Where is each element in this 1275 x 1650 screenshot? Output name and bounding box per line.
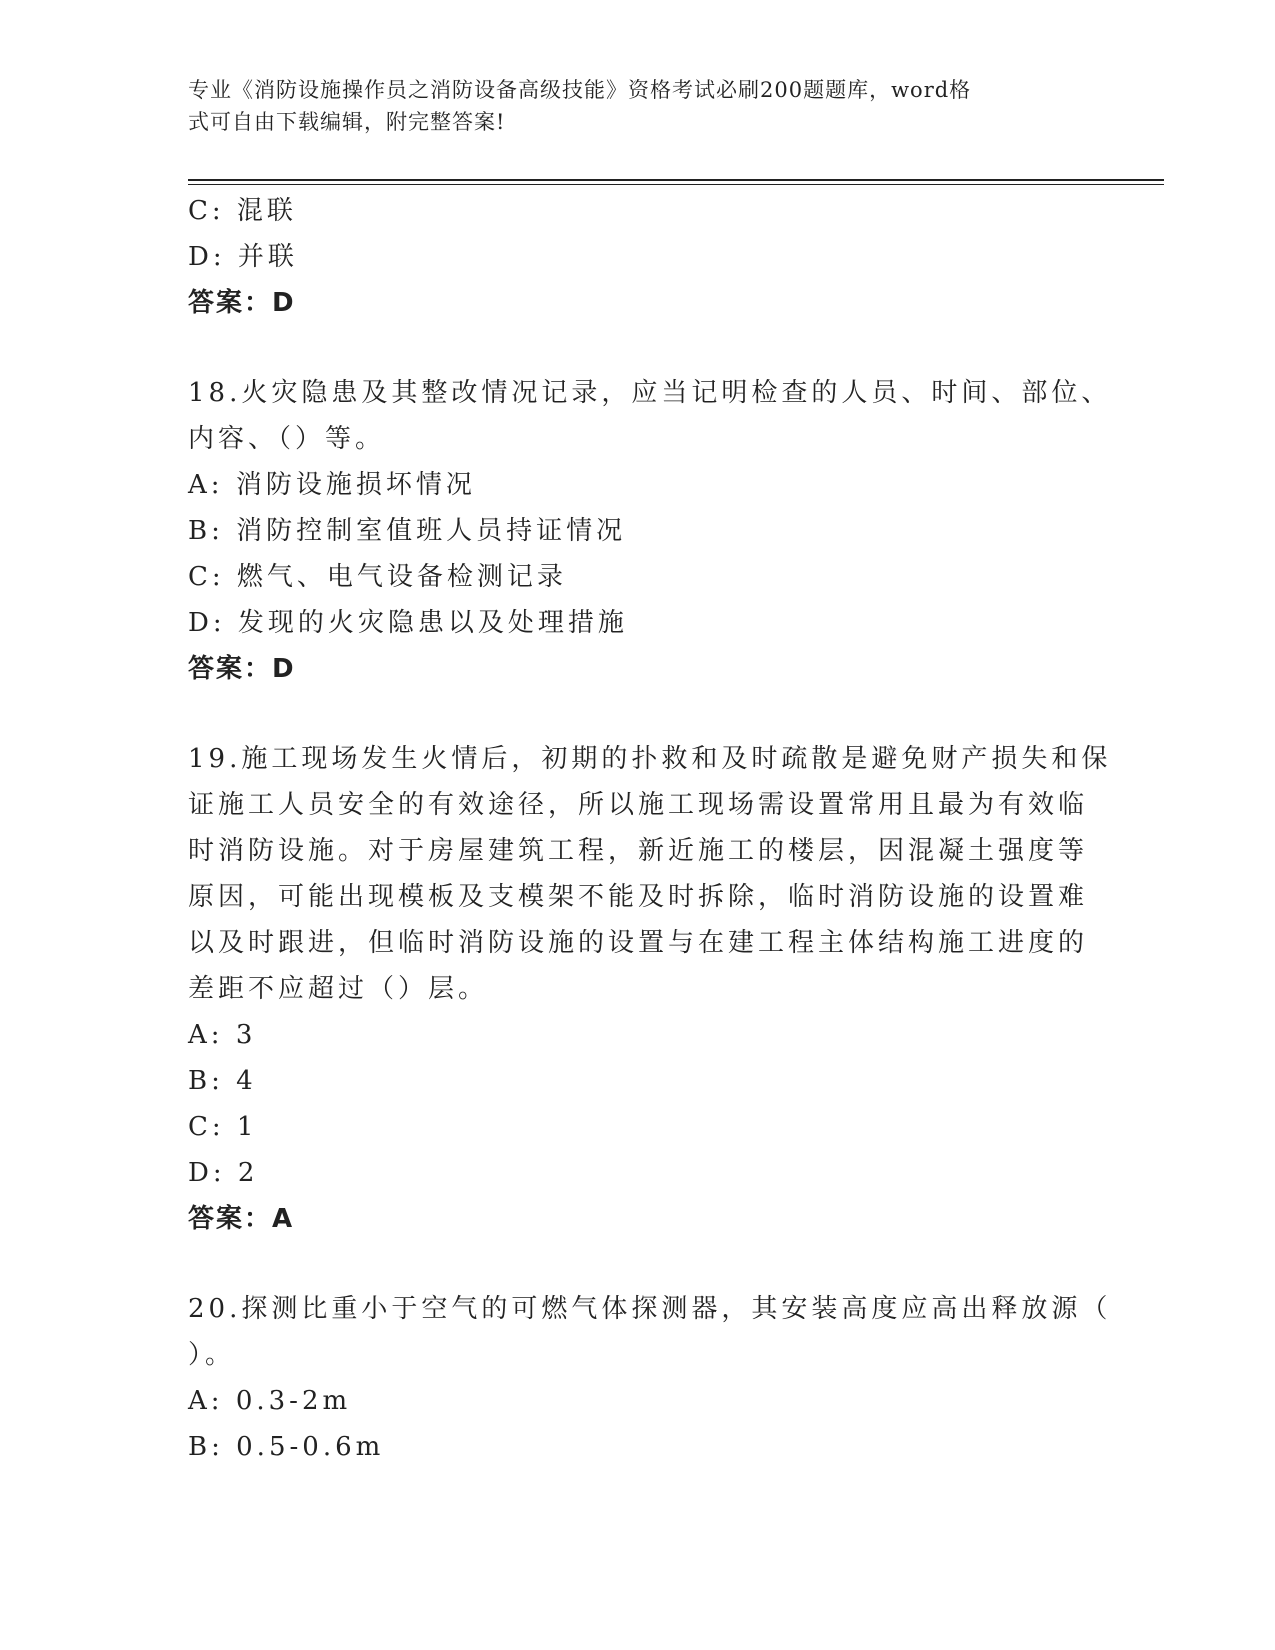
question-stem-line: ）。 xyxy=(188,1340,236,1370)
question-stem-line: 原因，可能出现模板及支模架不能及时拆除，临时消防设施的设置难 xyxy=(188,882,1089,912)
option-key: C: xyxy=(188,562,225,592)
option-key: D: xyxy=(188,242,226,272)
spacer xyxy=(188,1242,1088,1286)
option-key: D: xyxy=(188,608,226,638)
option-c xyxy=(188,188,1088,234)
header-line-1: 专业《消防设施操作员之消防设备高级技能》资格考试必刷200题题库，word格 xyxy=(188,78,972,102)
option-b xyxy=(188,1424,1088,1470)
option-key: B: xyxy=(188,1432,224,1462)
answer: 答案：A xyxy=(188,1204,295,1234)
option-text: 发现的火灾隐患以及处理措施 xyxy=(237,608,628,638)
option-text: 燃气、电气设备检测记录 xyxy=(236,562,567,592)
option-a xyxy=(188,1012,1088,1058)
option-d xyxy=(188,600,1088,646)
option-key: C: xyxy=(188,196,225,226)
option-key: B: xyxy=(188,1066,224,1096)
question-17-continuation xyxy=(188,188,1088,326)
question-stem-line: 19.施工现场发生火情后，初期的扑救和及时疏散是避免财产损失和保 xyxy=(188,744,1112,774)
header-divider-thick xyxy=(188,179,1164,181)
option-b xyxy=(188,1058,1088,1104)
option-a xyxy=(188,462,1088,508)
question-19 xyxy=(188,736,1112,1242)
option-key: A: xyxy=(188,470,224,500)
option-text: 0.3-2m xyxy=(235,1386,352,1416)
option-a xyxy=(188,1378,1088,1424)
option-key: A: xyxy=(188,1020,224,1050)
option-text: 混联 xyxy=(236,196,297,226)
option-key: C: xyxy=(188,1112,225,1142)
option-text: 4 xyxy=(236,1066,257,1096)
question-20 xyxy=(188,1286,1112,1470)
option-key: B: xyxy=(188,516,224,546)
question-stem-line: 时消防设施。对于房屋建筑工程，新近施工的楼层，因混凝土强度等 xyxy=(188,836,1089,866)
question-stem-line: 20.探测比重小于空气的可燃气体探测器，其安装高度应高出释放源（ xyxy=(188,1294,1112,1324)
option-text: 2 xyxy=(237,1158,259,1188)
answer: 答案：D xyxy=(188,288,296,318)
spacer xyxy=(188,692,1088,736)
header-line-2: 式可自由下载编辑，附完整答案! xyxy=(188,110,506,134)
option-c xyxy=(188,1104,1088,1150)
option-text: 并联 xyxy=(237,242,298,272)
option-d xyxy=(188,1150,1088,1196)
option-key: D: xyxy=(188,1158,226,1188)
document-body xyxy=(188,188,1112,1470)
option-text: 消防控制室值班人员持证情况 xyxy=(236,516,627,546)
option-text: 3 xyxy=(235,1020,257,1050)
document-header xyxy=(188,74,1088,138)
option-text: 1 xyxy=(236,1112,258,1142)
question-stem-line: 以及时跟进，但临时消防设施的设置与在建工程主体结构施工进度的 xyxy=(188,928,1089,958)
question-18 xyxy=(188,370,1112,692)
answer: 答案：D xyxy=(188,654,296,684)
question-stem-line: 差距不应超过（）层。 xyxy=(188,974,489,1004)
spacer xyxy=(188,326,1088,370)
header-divider-thin xyxy=(188,184,1164,185)
option-text: 消防设施损坏情况 xyxy=(235,470,476,500)
option-b xyxy=(188,508,1088,554)
question-stem-line: 证施工人员安全的有效途径，所以施工现场需设置常用且最为有效临 xyxy=(188,790,1089,820)
option-d xyxy=(188,234,1088,280)
question-stem-line: 内容、（）等。 xyxy=(188,424,386,454)
question-stem-line: 18.火灾隐患及其整改情况记录，应当记明检查的人员、时间、部位、 xyxy=(188,378,1112,408)
option-c xyxy=(188,554,1088,600)
option-key: A: xyxy=(188,1386,224,1416)
option-text: 0.5-0.6m xyxy=(236,1432,385,1462)
